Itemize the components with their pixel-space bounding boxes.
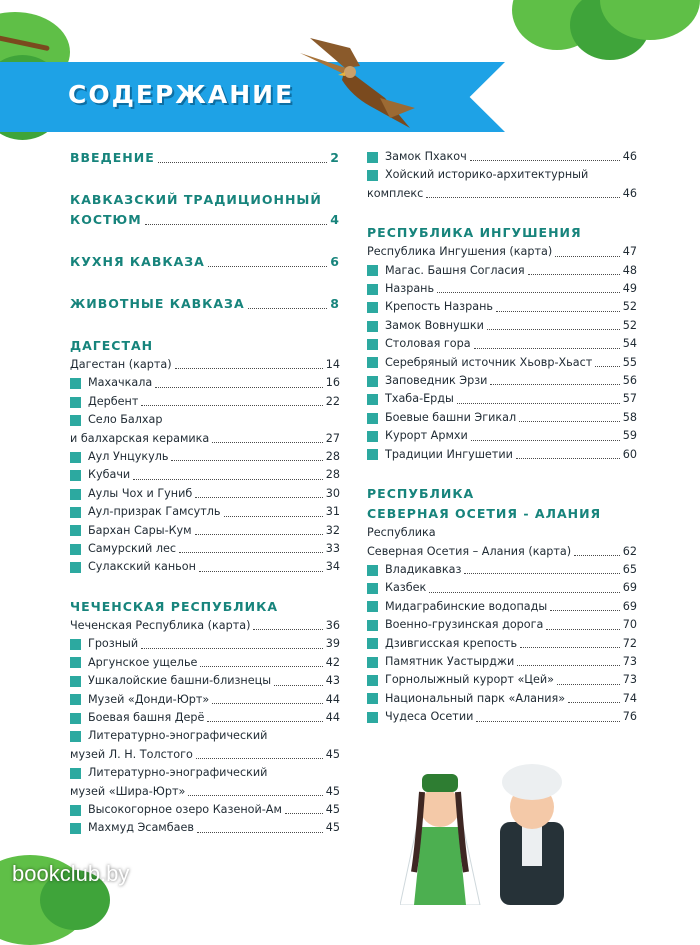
toc-entry[interactable] xyxy=(70,393,340,411)
toc-entry[interactable] xyxy=(70,540,340,558)
bullet-square-icon xyxy=(367,265,378,276)
dot-leader xyxy=(528,274,620,275)
entry-title-line: Казбек xyxy=(385,581,427,595)
dot-leader xyxy=(496,311,620,312)
page-number: 69 xyxy=(622,599,637,613)
page-number: 34 xyxy=(325,560,340,574)
toc-entry[interactable] xyxy=(367,446,637,464)
toc-entry[interactable] xyxy=(70,635,340,653)
toc-entry[interactable] xyxy=(367,616,637,634)
entry-title-line: Самурский лес xyxy=(88,542,177,556)
page-number: 70 xyxy=(622,618,637,632)
entry-title-line: Хойский историко-архитектурный xyxy=(385,168,589,182)
entry-title-line: Дербент xyxy=(88,394,139,408)
entry-title-line: Республика xyxy=(367,526,436,540)
toc-major-entry[interactable] xyxy=(70,148,340,168)
dot-leader xyxy=(158,162,328,163)
bullet-square-icon xyxy=(70,713,81,724)
dot-leader xyxy=(437,292,620,293)
page-number: 52 xyxy=(622,318,637,332)
entry-title-line: Замок Вовнушки xyxy=(385,318,484,332)
page-number: 14 xyxy=(325,358,340,371)
dot-leader xyxy=(557,684,620,685)
bullet-square-icon xyxy=(367,431,378,442)
dot-leader xyxy=(474,348,620,349)
page-number: 69 xyxy=(622,581,637,595)
dot-leader xyxy=(546,629,619,630)
page-number: 54 xyxy=(622,337,637,351)
toc-entry[interactable] xyxy=(70,558,340,576)
toc-entry[interactable] xyxy=(70,764,340,801)
toc-entry[interactable] xyxy=(70,709,340,727)
entry-title-line: Чеченская Республика (карта) xyxy=(70,618,251,632)
page-number: 45 xyxy=(325,802,340,816)
bullet-square-icon xyxy=(70,731,81,742)
page-number: 72 xyxy=(622,636,637,650)
children-in-costume-illustration xyxy=(400,752,600,905)
page-number: 73 xyxy=(622,673,637,687)
page-number: 42 xyxy=(325,655,340,669)
entry-title-line: Грозный xyxy=(88,637,139,651)
entry-title-line: Магас. Башня Согласия xyxy=(385,263,525,277)
toc-entry[interactable] xyxy=(367,372,637,390)
bullet-square-icon xyxy=(70,676,81,687)
page-number: 57 xyxy=(622,392,637,406)
entry-title-line: Военно-грузинская дорога xyxy=(385,618,544,632)
page-number: 32 xyxy=(325,523,340,537)
page-number: 30 xyxy=(325,486,340,500)
page-number: 2 xyxy=(330,150,340,165)
bullet-square-icon xyxy=(70,823,81,834)
entry-title-line: Республика Ингушения (карта) xyxy=(367,245,553,259)
entry-title-line: Тхаба-Ерды xyxy=(385,392,454,406)
toc-entry[interactable] xyxy=(70,448,340,466)
toc-entry[interactable] xyxy=(367,166,637,203)
entry-title-line: Крепость Назрань xyxy=(385,300,493,314)
toc-entry[interactable] xyxy=(70,411,340,448)
page-number: 52 xyxy=(622,300,637,314)
bullet-square-icon xyxy=(367,394,378,405)
page-number: 76 xyxy=(622,710,637,724)
dot-leader xyxy=(490,384,619,385)
dot-leader xyxy=(520,647,620,648)
toc-entry[interactable] xyxy=(367,598,637,616)
toc-entry[interactable] xyxy=(367,335,637,353)
entry-title-line: Аул Унцукуль xyxy=(88,450,169,464)
dot-leader xyxy=(200,666,322,667)
dot-leader xyxy=(175,368,323,369)
bullet-square-icon xyxy=(70,805,81,816)
page-number: 31 xyxy=(325,505,340,519)
section-heading: РЕСПУБЛИКА ИНГУШЕНИЯ xyxy=(367,225,582,241)
bullet-square-icon xyxy=(367,321,378,332)
dot-leader xyxy=(248,308,328,309)
dot-leader xyxy=(253,629,322,630)
entry-title-line: Аул-призрак Гамсутль xyxy=(88,505,221,519)
dot-leader xyxy=(133,479,323,480)
dot-leader xyxy=(464,573,619,574)
watermark-text: bookclub.by xyxy=(12,861,130,886)
dot-leader xyxy=(568,702,620,703)
dot-leader xyxy=(195,534,323,535)
page-number: 47 xyxy=(622,245,637,259)
dot-leader xyxy=(207,721,322,722)
entry-title-line: КАВКАЗСКИЙ ТРАДИЦИОННЫЙ xyxy=(70,192,322,207)
page-number: 44 xyxy=(325,692,340,706)
bullet-square-icon xyxy=(367,638,378,649)
dot-leader xyxy=(195,497,322,498)
toc-entry[interactable] xyxy=(367,690,637,708)
eagle-illustration xyxy=(290,28,420,138)
entry-title-line: музей Л. Н. Толстого xyxy=(70,747,193,761)
entry-title-line: Махмуд Эсамбаев xyxy=(88,821,194,835)
bullet-square-icon xyxy=(367,413,378,424)
toc-entry[interactable] xyxy=(367,671,637,689)
bullet-square-icon xyxy=(367,376,378,387)
entry-title-line: музей «Шира-Юрт» xyxy=(70,784,186,798)
bullet-square-icon xyxy=(70,378,81,389)
dot-leader xyxy=(550,610,620,611)
entry-title-line: Чудеса Осетии xyxy=(385,710,474,724)
entry-title-line: Дагестан (карта) xyxy=(70,358,172,371)
bullet-square-icon xyxy=(70,544,81,555)
toc-entry[interactable] xyxy=(367,280,637,298)
bullet-square-icon xyxy=(367,601,378,612)
entry-title-line: Высокогорное озеро Казеной-Ам xyxy=(88,802,282,816)
toc-entry[interactable] xyxy=(367,561,637,579)
page-number: 28 xyxy=(325,468,340,482)
bullet-square-icon xyxy=(70,768,81,779)
bullet-square-icon xyxy=(367,339,378,350)
page-number: 6 xyxy=(330,254,340,269)
page-number: 44 xyxy=(325,710,340,724)
bullet-square-icon xyxy=(70,657,81,668)
entry-title-line: Аргунское ущелье xyxy=(88,655,198,669)
bullet-square-icon xyxy=(367,357,378,368)
page-number: 16 xyxy=(325,376,340,390)
bullet-square-icon xyxy=(70,415,81,426)
toc-section xyxy=(70,597,340,838)
toc-section xyxy=(367,148,637,203)
entry-title-line: Курорт Армхи xyxy=(385,429,468,443)
entry-title-line: Сулакский каньон xyxy=(88,560,196,574)
bullet-square-icon xyxy=(70,562,81,573)
entry-title-line: Назрань xyxy=(385,282,435,296)
toc-entry[interactable] xyxy=(70,522,340,540)
page-number: 36 xyxy=(325,618,340,632)
dot-leader xyxy=(574,555,620,556)
entry-title-line: Замок Пхакоч xyxy=(385,150,467,163)
page-number: 62 xyxy=(622,544,637,558)
entry-title-line: Дзивгисская крепость xyxy=(385,636,518,650)
toc-entry[interactable] xyxy=(70,672,340,690)
page-number: 45 xyxy=(325,747,340,761)
toc-major-entry[interactable] xyxy=(70,190,340,230)
toc-entry[interactable] xyxy=(70,691,340,709)
page-number: 58 xyxy=(622,410,637,424)
bullet-square-icon xyxy=(367,284,378,295)
toc-entry[interactable] xyxy=(367,243,637,261)
bullet-square-icon xyxy=(367,712,378,723)
bullet-square-icon xyxy=(367,565,378,576)
dot-leader xyxy=(470,160,620,161)
toc-entry[interactable] xyxy=(70,819,340,837)
dot-leader xyxy=(595,366,619,367)
toc-entry[interactable] xyxy=(367,262,637,280)
toc-entry[interactable] xyxy=(367,635,637,653)
page-number: 60 xyxy=(622,447,637,461)
page-title: СОДЕРЖАНИЕ xyxy=(68,80,295,109)
entry-title-line: и балхарская керамика xyxy=(70,431,210,445)
bullet-square-icon xyxy=(367,693,378,704)
entry-title-line: Памятник Уастырджи xyxy=(385,654,515,668)
toc-entry[interactable] xyxy=(70,485,340,503)
bullet-square-icon xyxy=(367,675,378,686)
dot-leader xyxy=(285,813,323,814)
toc-entry[interactable] xyxy=(70,466,340,484)
bullet-square-icon xyxy=(367,152,378,163)
bullet-square-icon xyxy=(367,583,378,594)
dot-leader xyxy=(487,329,620,330)
toc-entry[interactable] xyxy=(367,148,637,166)
toc-entry[interactable] xyxy=(70,617,340,635)
toc-right-column xyxy=(367,148,637,747)
entry-title-line: Литературно-энографический xyxy=(88,766,268,780)
dot-leader xyxy=(141,648,323,649)
toc-left-column xyxy=(70,148,340,858)
page-number: 59 xyxy=(622,429,637,443)
entry-title-line: КОСТЮМ xyxy=(70,212,142,227)
toc-major-entry[interactable] xyxy=(70,252,340,272)
entry-title-line: Боевая башня Дерё xyxy=(88,710,205,724)
entry-title-line: Владикавказ xyxy=(385,562,462,576)
page-number: 65 xyxy=(622,562,637,576)
section-heading-line-2: СЕВЕРНАЯ ОСЕТИЯ - АЛАНИЯ xyxy=(367,506,602,522)
bullet-square-icon xyxy=(367,620,378,631)
page-number: 45 xyxy=(325,784,340,798)
page-number: 28 xyxy=(325,450,340,464)
page-number: 48 xyxy=(622,263,637,277)
entry-title-line: ВВЕДЕНИЕ xyxy=(70,150,155,165)
entry-title-line: Национальный парк «Алания» xyxy=(385,691,566,705)
page-number: 4 xyxy=(330,212,340,227)
dot-leader xyxy=(519,421,620,422)
dot-leader xyxy=(429,592,619,593)
dot-leader xyxy=(471,440,620,441)
entry-title-line: Серебряный источник Хьовр-Хьаст xyxy=(385,355,593,369)
bullet-square-icon xyxy=(70,639,81,650)
bullet-square-icon xyxy=(367,449,378,460)
entry-title-line: Бархан Сары-Кум xyxy=(88,523,192,537)
bullet-square-icon xyxy=(70,470,81,481)
toc-entry[interactable] xyxy=(367,390,637,408)
dot-leader xyxy=(199,571,323,572)
entry-title-line: Литературно-энографический xyxy=(88,729,268,743)
toc-entry[interactable] xyxy=(367,354,637,372)
toc-entry[interactable] xyxy=(367,317,637,335)
page-number: 27 xyxy=(325,431,340,445)
dot-leader xyxy=(212,442,322,443)
dot-leader xyxy=(274,685,323,686)
dot-leader xyxy=(179,552,323,553)
page-number: 56 xyxy=(622,374,637,388)
bullet-square-icon xyxy=(70,397,81,408)
dot-leader xyxy=(145,224,328,225)
toc-section xyxy=(367,484,637,726)
page-number: 43 xyxy=(325,674,340,688)
dot-leader xyxy=(196,758,323,759)
entry-title-line: Столовая гора xyxy=(385,337,471,351)
toc-entry[interactable] xyxy=(367,708,637,726)
bullet-square-icon xyxy=(70,694,81,705)
toc-entry[interactable] xyxy=(367,427,637,445)
bullet-square-icon xyxy=(367,302,378,313)
dot-leader xyxy=(517,665,620,666)
entry-title-line: Аулы Чох и Гуниб xyxy=(88,486,193,500)
dot-leader xyxy=(212,703,322,704)
entry-title-line: Северная Осетия – Алания (карта) xyxy=(367,544,572,558)
dot-leader xyxy=(208,266,328,267)
toc-section xyxy=(367,223,637,464)
dot-leader xyxy=(224,516,323,517)
entry-title-line: Кубачи xyxy=(88,468,131,482)
toc-entry[interactable] xyxy=(367,524,637,561)
entry-title-line: Традиции Ингушетии xyxy=(385,447,513,461)
toc-entry[interactable] xyxy=(70,654,340,672)
dot-leader xyxy=(476,721,619,722)
page-number: 46 xyxy=(622,186,637,200)
dot-leader xyxy=(155,387,323,388)
dot-leader xyxy=(171,460,322,461)
dot-leader xyxy=(188,795,322,796)
bullet-square-icon xyxy=(367,170,378,181)
toc-entry[interactable] xyxy=(367,409,637,427)
toc-section xyxy=(70,336,340,577)
page-number: 22 xyxy=(325,394,340,408)
entry-title-line: Музей «Донди-Юрт» xyxy=(88,692,210,706)
page-number: 39 xyxy=(325,637,340,651)
page-number: 8 xyxy=(330,296,340,311)
toc-entry[interactable] xyxy=(367,579,637,597)
entry-title-line: Мидаграбинские водопады xyxy=(385,599,548,613)
toc-entry[interactable] xyxy=(70,503,340,521)
dot-leader xyxy=(555,256,620,257)
page-number: 45 xyxy=(325,821,340,835)
entry-title-line: Горнолыжный курорт «Цей» xyxy=(385,673,554,687)
dot-leader xyxy=(141,405,322,406)
bullet-square-icon xyxy=(70,525,81,536)
bullet-square-icon xyxy=(70,507,81,518)
section-heading: ДАГЕСТАН xyxy=(70,338,154,353)
entry-title-line: Ушкалойские башни-близнецы xyxy=(88,674,272,688)
bullet-square-icon xyxy=(70,452,81,463)
bullet-square-icon xyxy=(367,657,378,668)
entry-title-line: Махачкала xyxy=(88,376,153,390)
section-heading: РЕСПУБЛИКА xyxy=(367,486,475,502)
entry-title-line: КУХНЯ КАВКАЗА xyxy=(70,254,205,269)
entry-title-line: Село Балхар xyxy=(88,413,163,427)
toc-entry[interactable] xyxy=(70,727,340,764)
dot-leader xyxy=(197,832,323,833)
page-number: 55 xyxy=(622,355,637,369)
dot-leader xyxy=(516,458,620,459)
toc-entry[interactable] xyxy=(70,374,340,392)
toc-entry[interactable] xyxy=(367,298,637,316)
page-number: 73 xyxy=(622,654,637,668)
page-number: 74 xyxy=(622,691,637,705)
page-number: 33 xyxy=(325,542,340,556)
toc-entry[interactable] xyxy=(70,801,340,819)
bullet-square-icon xyxy=(70,489,81,500)
page-number: 46 xyxy=(622,150,637,163)
dot-leader xyxy=(457,403,620,404)
page-number: 49 xyxy=(622,282,637,296)
entry-title-line: Заповедник Эрзи xyxy=(385,374,488,388)
entry-title-line: комплекс xyxy=(367,186,424,200)
toc-major-entry[interactable] xyxy=(70,294,340,314)
dot-leader xyxy=(426,197,619,198)
toc-entry[interactable] xyxy=(367,653,637,671)
entry-title-line: ЖИВОТНЫЕ КАВКАЗА xyxy=(70,296,245,311)
entry-title-line: Боевые башни Эгикал xyxy=(385,410,517,424)
toc-entry[interactable] xyxy=(70,356,340,374)
section-heading: ЧЕЧЕНСКАЯ РЕСПУБЛИКА xyxy=(70,598,279,614)
